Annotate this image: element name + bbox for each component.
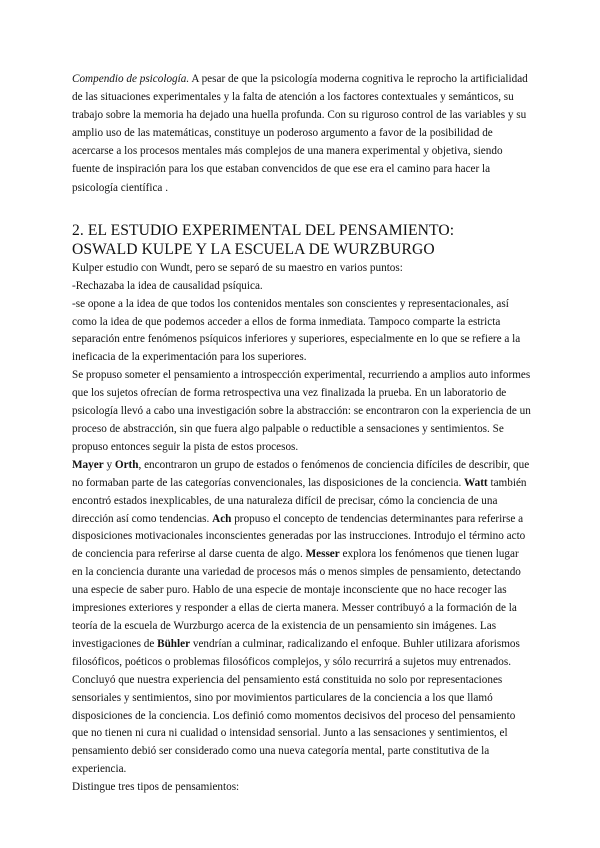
section-body [72, 260, 532, 797]
intro-paragraph [72, 70, 532, 197]
text-segment-1: , encontraron un grupo de estados o fenómenos de conciencia difíciles de describir, que no formaban parte de las categorías convencionales, las disposiciones de la conciencia. [72, 458, 530, 489]
text-segment-5: vendrían a culminar, radicalizando el enfoque. Buhler utilizara aforismos filosóficos, poéticos o problemas filosóficos complejos, y sólo recurrirá a sujetos muy entrenados. Concluyó que nuestra experiencia del pensamiento está constituida no solo por representaciones sensoriales y sentimientos, sino por movimientos particulares de la conciencia a los que llamó disposiciones de la conciencia. Los definió como momentos decisivos del proceso del pensamiento que no tienen ni cura ni cualidad o intensidad sensorial. Junto a las sensaciones y sentimientos, el pensamiento debió ser considerado como una nueva categoría mental, parte constitutiva de la experiencia. [72, 637, 520, 776]
paragraph-kulpe-intro: Kulper estudio con Wundt, pero se separó de su maestro en varios puntos: [72, 261, 403, 274]
section-heading-line2: OSWALD KULPE Y LA ESCUELA DE WURZBURGO [72, 241, 435, 259]
intro-italic-lead: Compendio de psicología. [72, 73, 190, 85]
paragraph-contenidos: -se opone a la idea de que todos los contenidos mentales son conscientes y representacionales, así como la idea de que podemos acceder a ellos de forma inmediata. Tampoco comparte la estricta separación entre fenómenos psíquicos inferiores y superiores, especialmente en lo que se refiere a la ineficacia de la experimentación para los superiores. [72, 297, 521, 364]
name-watt: Watt [464, 476, 488, 489]
text-segment-2: también encontró estados inexplicables, de una naturaleza difícil de precisar, cómo la conciencia de una dirección así como tendencias. [72, 476, 527, 525]
paragraph-introspeccion: Se propuso someter el pensamiento a introspección experimental, recurriendo a amplios auto informes que los sujetos ofrecían de forma retrospectiva una vez finalizada la prueba. En un laboratorio de psicología llevó a cabo una investigación sobre la abstracción: se encontraron con la experiencia de un proceso de abstracción, sin que fuera algo palpable o reductible a sensaciones y sentimientos. Se propuso entonces seguir la pista de estos procesos. [72, 369, 531, 453]
intro-text: A pesar de que la psicología moderna cognitiva le reprocho la artificialidad de las situaciones experimentales y la falta de atención a los factores contextuales y semánticos, su trabajo sobre la memoria ha dejado una huella profunda. Con su riguroso control de las variables y su amplio uso de las matemáticas, constituye un poderoso argumento a favor de la posibilidad de acercarse a los procesos mentales más complejos de una manera experimental y objetiva, siendo fuente de inspiración para los que estaban convencidos de que ese era el camino para hacer la psicología científica . [72, 73, 528, 194]
name-buhler: Bühler [157, 637, 191, 650]
section-heading [72, 221, 532, 260]
paragraph-causalidad: -Rechazaba la idea de causalidad psíquica. [72, 279, 263, 292]
name-mayer: Mayer [72, 458, 104, 471]
section-heading-line1: 2. EL ESTUDIO EXPERIMENTAL DEL PENSAMIENTO: [72, 221, 455, 239]
text-segment-3: propuso el concepto de tendencias determinantes para referirse a disposiciones motivacionales inconscientes generadas por las instrucciones. Introdujo el término acto de conciencia para referirse al darse cuenta de algo. [72, 512, 526, 561]
paragraph-investigadores [72, 457, 532, 779]
document-page [72, 70, 532, 797]
text-segment-4: explora los fenómenos que tienen lugar en la conciencia durante una variedad de procesos más o menos simples de pensamiento, detectando una especie de saber puro. Hablo de una especie de montaje inconsciente que no hace recoger las impresiones exteriores y responder a ellas de cierta manera. Messer contribuyó a la formación de la teoría de la escuela de Wurzburgo acerca de la existencia de un pensamiento sin imágenes. Las investigaciones de [72, 548, 521, 650]
paragraph-tipos-pensamientos: Distingue tres tipos de pensamientos: [72, 781, 240, 794]
conjunction-text: y [103, 458, 115, 471]
name-messer: Messer [305, 548, 340, 561]
name-orth: Orth [114, 458, 139, 471]
name-ach: Ach [212, 512, 232, 525]
